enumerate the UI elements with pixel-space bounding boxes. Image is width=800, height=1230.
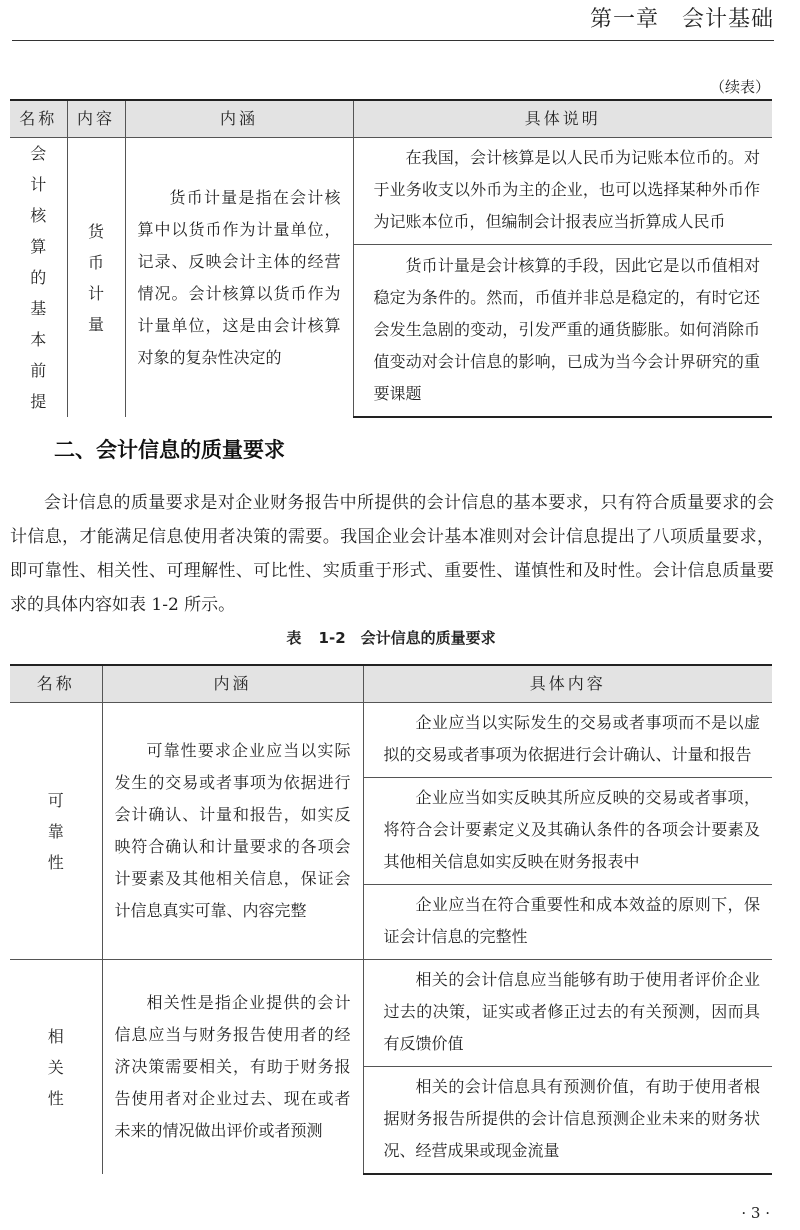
- row-content-cell: [67, 138, 125, 418]
- col-header-name: 名称: [10, 100, 67, 138]
- row-content: 货 币 计 量: [87, 221, 104, 334]
- section-heading: 二、会计信息的质量要求: [54, 438, 285, 462]
- row-description: 货币计量是指在会计核算中以货币作为计量单位，记录、反映会计主体的经营情况。会计核算以货币作为计量单位，这是由会计核算对象的复杂性决定的: [125, 138, 353, 418]
- body-paragraph: 会计信息的质量要求是对企业财务报告中所提供的会计信息的基本要求，只有符合质量要求的会计信息，才能满足信息使用者决策的需要。我国企业会计基本准则对会计信息提出了八项质量要求，即可靠性、相关性、可理解性、可比性、实质重于形式、重要性、谨慎性和及时性。会计信息质量要求的具体内容如表 1-2 所示。: [10, 493, 774, 615]
- page-number: · 3 ·: [741, 1204, 770, 1222]
- table-caption: 表 1-2 会计信息的质量要求: [286, 629, 496, 647]
- header-rule: [12, 40, 774, 41]
- row-name-cell: [10, 703, 102, 960]
- col-header-details: 具体说明: [353, 100, 772, 138]
- col-header-details: 具体内容: [363, 665, 772, 703]
- col-header-content: 内容: [67, 100, 125, 138]
- detail-cell: 企业应当在符合重要性和成本效益的原则下，保证会计信息的完整性: [363, 885, 772, 960]
- row-name: 会 计 核 算 的 基 本 前 提: [30, 144, 47, 411]
- detail-cell: 企业应当如实反映其所应反映的交易或者事项，将符合会计要素定义及其确认条件的各项会计要素及其他相关信息如实反映在财务报表中: [363, 778, 772, 885]
- table-1-continued: [10, 99, 772, 418]
- detail-cell: 相关的会计信息具有预测价值，有助于使用者根据财务报告所提供的会计信息预测企业未来的财务状况、经营成果或现金流量: [363, 1067, 772, 1175]
- detail-cell: 相关的会计信息应当能够有助于使用者评价企业过去的决策，证实或者修正过去的有关预测，因而具有反馈价值: [363, 960, 772, 1067]
- running-head: 第一章 会计基础: [589, 7, 774, 32]
- col-header-description: 内涵: [125, 100, 353, 138]
- continued-note: （续表）: [709, 78, 770, 96]
- detail-cell: 企业应当以实际发生的交易或者事项而不是以虚拟的交易或者事项为依据进行会计确认、计量和报告: [363, 703, 772, 778]
- row-description: 可靠性要求企业应当以实际发生的交易或者事项为依据进行会计确认、计量和报告，如实反映符合确认和计量要求的各项会计要素及其他相关信息，保证会计信息真实可靠、内容完整: [102, 703, 363, 960]
- detail-cell: 在我国，会计核算是以人民币为记账本位币的。对于业务收支以外币为主的企业，也可以选择某种外币作为记账本位币，但编制会计报表应当折算成人民币: [353, 138, 772, 245]
- row-description: 相关性是指企业提供的会计信息应当与财务报告使用者的经济决策需要相关，有助于财务报告使用者对企业过去、现在或者未来的情况做出评价或者预测: [102, 960, 363, 1175]
- detail-cell: 货币计量是会计核算的手段，因此它是以币值相对稳定为条件的。然而，币值并非总是稳定的，有时它还会发生急剧的变动，引发严重的通货膨胀。如何消除币值变动对会计信息的影响，已成为当今会计界研究的重要课题: [353, 245, 772, 417]
- col-header-name: 名称: [10, 665, 102, 703]
- row-name-cell: [10, 138, 67, 418]
- row-name: 可 靠 性: [47, 790, 64, 872]
- row-name: 相 关 性: [47, 1026, 64, 1108]
- table-1-2: [10, 664, 772, 1175]
- col-header-description: 内涵: [102, 665, 363, 703]
- row-name-cell: [10, 960, 102, 1175]
